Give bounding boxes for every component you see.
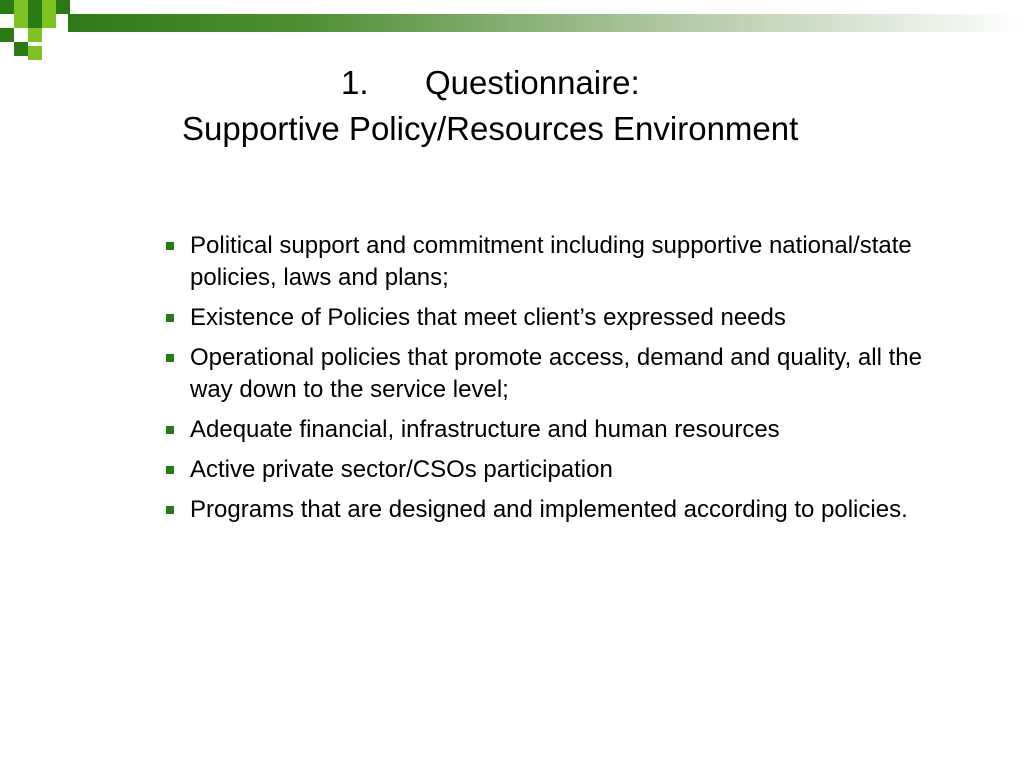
bullet-text: Political support and commitment including supportive national/state policies, laws and plans; [190, 232, 912, 291]
title-main: Questionnaire: [425, 64, 640, 101]
bullet-list [164, 230, 964, 534]
bullet-text: Adequate financial, infrastructure and human resources [190, 416, 780, 443]
bullet-text: Existence of Policies that meet client’s expressed needs [190, 304, 786, 331]
title-sub: Supportive Policy/Resources Environment [182, 110, 799, 147]
bullet-text: Active private sector/CSOs participation [190, 456, 613, 483]
square-bullet-icon [166, 426, 174, 434]
header-gradient-bar [68, 14, 1024, 32]
bullet-item [164, 230, 964, 294]
bullet-item [164, 494, 964, 526]
square-bullet-icon [166, 466, 174, 474]
square-bullet-icon [166, 314, 174, 322]
bullet-item [164, 454, 964, 486]
title-number: 1. [341, 64, 369, 101]
square-bullet-icon [166, 242, 174, 250]
title-line-main [341, 62, 640, 104]
square-bullet-icon [166, 354, 174, 362]
bullet-item [164, 342, 964, 406]
bullet-text: Programs that are designed and implemented according to policies. [190, 496, 908, 523]
square-bullet-icon [166, 506, 174, 514]
bullet-item [164, 414, 964, 446]
bullet-item [164, 302, 964, 334]
bullet-text: Operational policies that promote access, demand and quality, all the way down to the service level; [190, 344, 922, 403]
